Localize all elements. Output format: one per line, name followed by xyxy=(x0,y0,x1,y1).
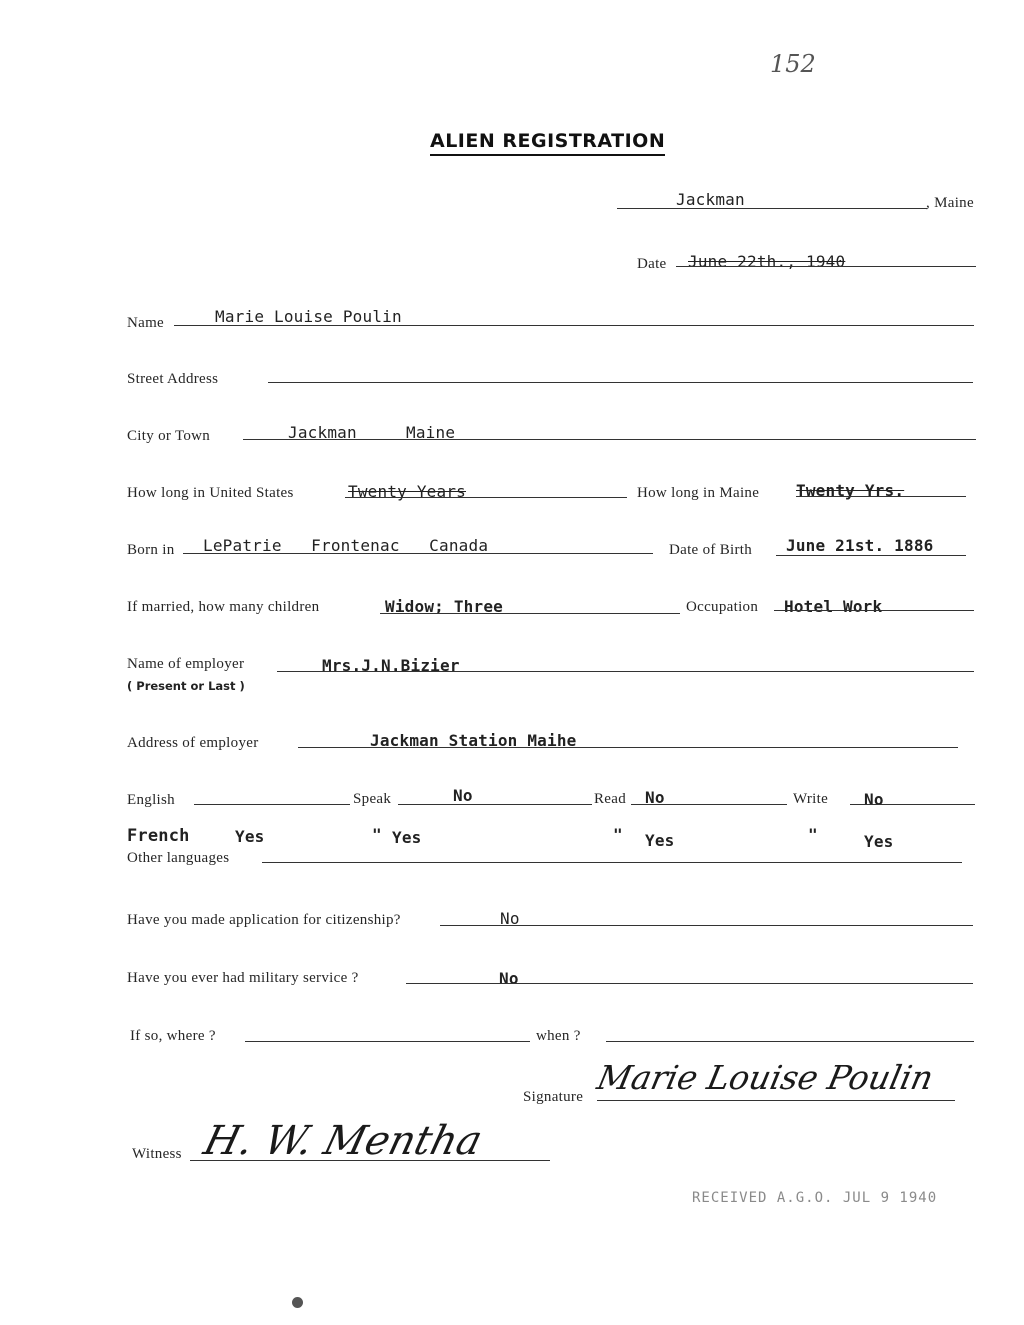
french-ditto-read: " xyxy=(613,825,623,844)
citizenship-label: Have you made application for citizenship? xyxy=(127,912,401,928)
children-label: If married, how many children xyxy=(127,599,320,615)
city-value: Jackman Maine xyxy=(288,423,456,442)
military-value: No xyxy=(499,969,519,988)
french-value: Yes xyxy=(235,827,265,846)
employer-address-label: Address of employer xyxy=(127,735,259,751)
dob-value: June 21st. 1886 xyxy=(786,536,934,555)
witness-value: H. W. Mentha xyxy=(199,1118,487,1164)
english-read-line xyxy=(631,804,787,805)
english-speak-value: No xyxy=(453,786,473,805)
french-name: French xyxy=(127,826,190,846)
other-languages-label: Other languages xyxy=(127,850,230,866)
children-line xyxy=(380,613,680,614)
english-speak-line xyxy=(398,804,592,805)
street-address-line xyxy=(268,382,973,383)
military-label: Have you ever had military service ? xyxy=(127,970,359,986)
page-title: ALIEN REGISTRATION xyxy=(430,130,665,156)
when-line xyxy=(606,1041,974,1042)
where-line xyxy=(245,1041,530,1042)
witness-label: Witness xyxy=(132,1146,182,1162)
military-line xyxy=(406,983,973,984)
signature-line xyxy=(597,1100,955,1101)
date-line xyxy=(676,266,976,267)
employer-name-value: Mrs.J.N.Bizier xyxy=(322,656,460,675)
english-write-line xyxy=(850,804,975,805)
corner-number: 152 xyxy=(770,50,816,78)
date-label: Date xyxy=(637,256,667,272)
french-read-value: Yes xyxy=(645,831,675,850)
punch-hole xyxy=(292,1297,303,1308)
french-ditto-write: " xyxy=(808,825,818,844)
how-long-us-label: How long in United States xyxy=(127,485,294,501)
english-write-value: No xyxy=(864,790,884,809)
born-in-line xyxy=(183,553,653,554)
english-read-value: No xyxy=(645,788,665,807)
english-read-label: Read xyxy=(594,791,627,807)
french-ditto-speak: " xyxy=(372,825,382,844)
english-line xyxy=(194,804,350,805)
employer-name-label: Name of employer xyxy=(127,656,245,672)
place-town: Jackman xyxy=(676,190,745,209)
citizenship-value: No xyxy=(500,909,520,928)
where-label: If so, where ? xyxy=(130,1028,216,1044)
citizenship-line xyxy=(440,925,973,926)
english-write-label: Write xyxy=(793,791,829,807)
employer-address-line xyxy=(298,747,958,748)
how-long-maine-value: Twenty Yrs. xyxy=(796,481,905,500)
children-value: Widow; Three xyxy=(385,597,503,616)
occupation-line xyxy=(774,610,974,611)
how-long-us-value: Twenty Years xyxy=(348,482,466,501)
city-label: City or Town xyxy=(127,428,211,444)
name-label: Name xyxy=(127,315,165,331)
occupation-label: Occupation xyxy=(686,599,759,615)
place-line xyxy=(617,208,927,209)
english-label: English xyxy=(127,792,175,808)
place-state: , Maine xyxy=(926,195,974,211)
employer-name-line xyxy=(277,671,974,672)
french-speak-value: Yes xyxy=(392,828,422,847)
city-line xyxy=(243,439,976,440)
french-write-value: Yes xyxy=(864,832,894,851)
signature-label: Signature xyxy=(523,1089,584,1105)
other-languages-line xyxy=(262,862,962,863)
employer-address-value: Jackman Station Maihe xyxy=(370,731,577,750)
how-long-maine-line xyxy=(796,496,966,497)
employer-name-sublabel: ( Present or Last ) xyxy=(127,679,245,693)
when-label: when ? xyxy=(536,1028,581,1044)
dob-label: Date of Birth xyxy=(669,542,753,558)
street-address-label: Street Address xyxy=(127,371,219,387)
witness-line xyxy=(190,1160,550,1161)
dob-line xyxy=(776,555,966,556)
born-in-value: LePatrie Frontenac Canada xyxy=(203,536,489,555)
date-value: June 22th., 1940 xyxy=(688,252,846,271)
born-in-label: Born in xyxy=(127,542,175,558)
how-long-us-line xyxy=(345,497,627,498)
received-stamp: RECEIVED A.G.O. JUL 9 1940 xyxy=(692,1190,938,1206)
name-value: Marie Louise Poulin xyxy=(215,307,402,326)
name-line xyxy=(174,325,974,326)
signature-value: Marie Louise Poulin xyxy=(593,1058,937,1097)
english-speak-label: Speak xyxy=(353,791,392,807)
how-long-maine-label: How long in Maine xyxy=(637,485,760,501)
occupation-value: Hotel Work xyxy=(784,597,883,616)
